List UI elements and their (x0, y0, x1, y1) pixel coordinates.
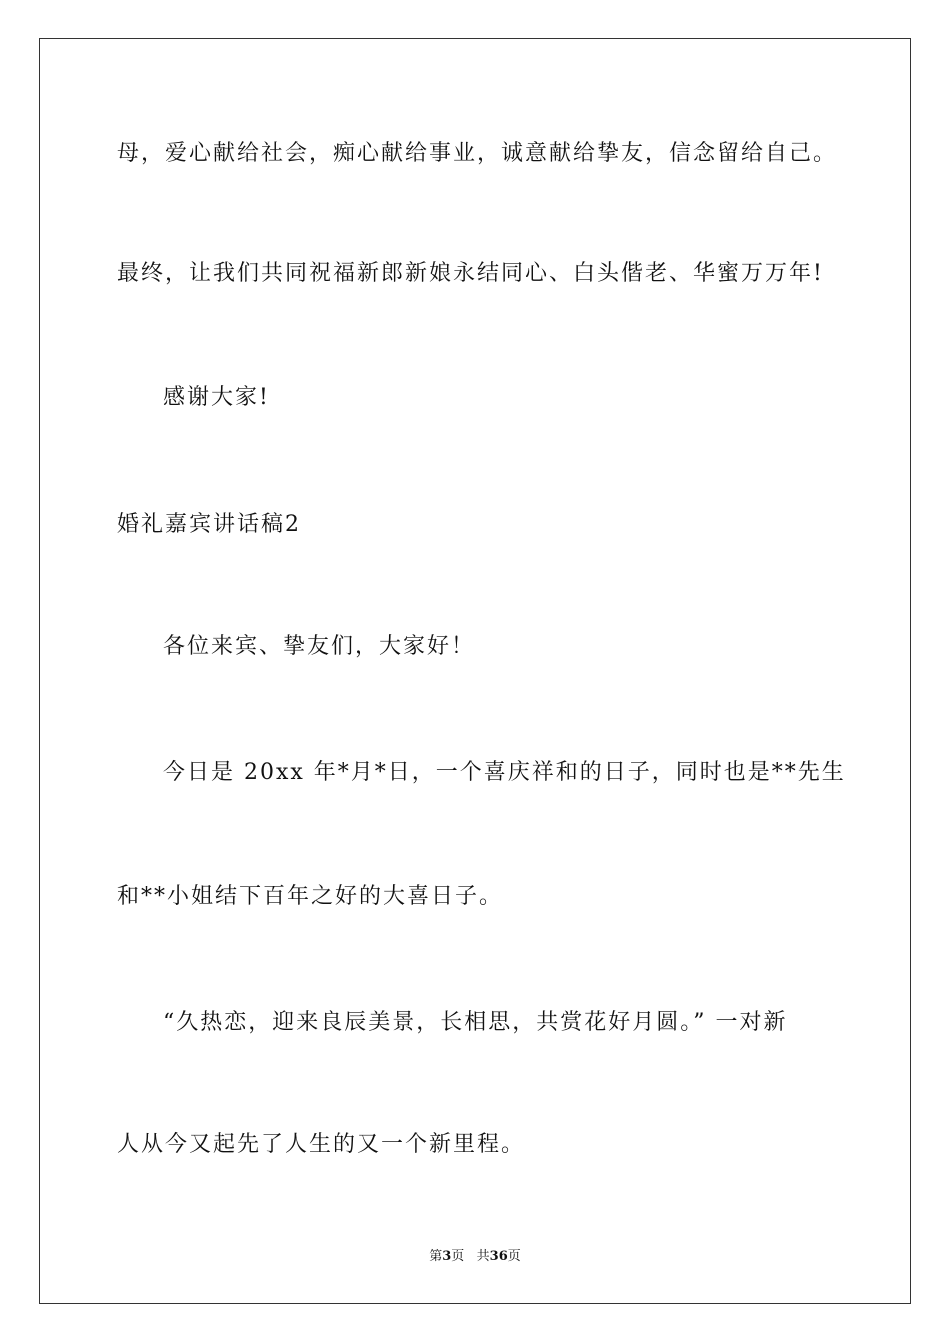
footer-mid: 页 共 (451, 1249, 490, 1264)
body-line-3: 感谢大家! (163, 385, 270, 410)
page-frame (39, 38, 911, 1304)
footer-page-number: 3 (442, 1249, 452, 1264)
body-line-7: 和**小姐结下百年之好的大喜日子。 (117, 884, 504, 909)
section-heading: 婚礼嘉宾讲话稿2 (117, 512, 301, 537)
body-line-1: 母，爱心献给社会，痴心献给事业，诚意献给挚友，信念留给自己。 (117, 141, 838, 166)
body-line-6: 今日是 20xx 年*月*日，一个喜庆祥和的日子，同时也是**先生 (163, 760, 846, 785)
body-line-8: “久热恋，迎来良辰美景，长相思，共赏花好月圆。” 一对新 (163, 1010, 788, 1035)
body-line-9: 人从今又起先了人生的又一个新里程。 (117, 1132, 526, 1157)
footer-suffix: 页 (507, 1249, 521, 1264)
footer-total-pages: 36 (489, 1249, 508, 1264)
body-line-5: 各位来宾、挚友们，大家好！ (163, 634, 476, 659)
footer-prefix: 第 (429, 1249, 443, 1264)
body-line-2: 最终，让我们共同祝福新郎新娘永结同心、白头偕老、华蜜万万年! (117, 261, 824, 286)
page-footer (0, 1248, 950, 1266)
